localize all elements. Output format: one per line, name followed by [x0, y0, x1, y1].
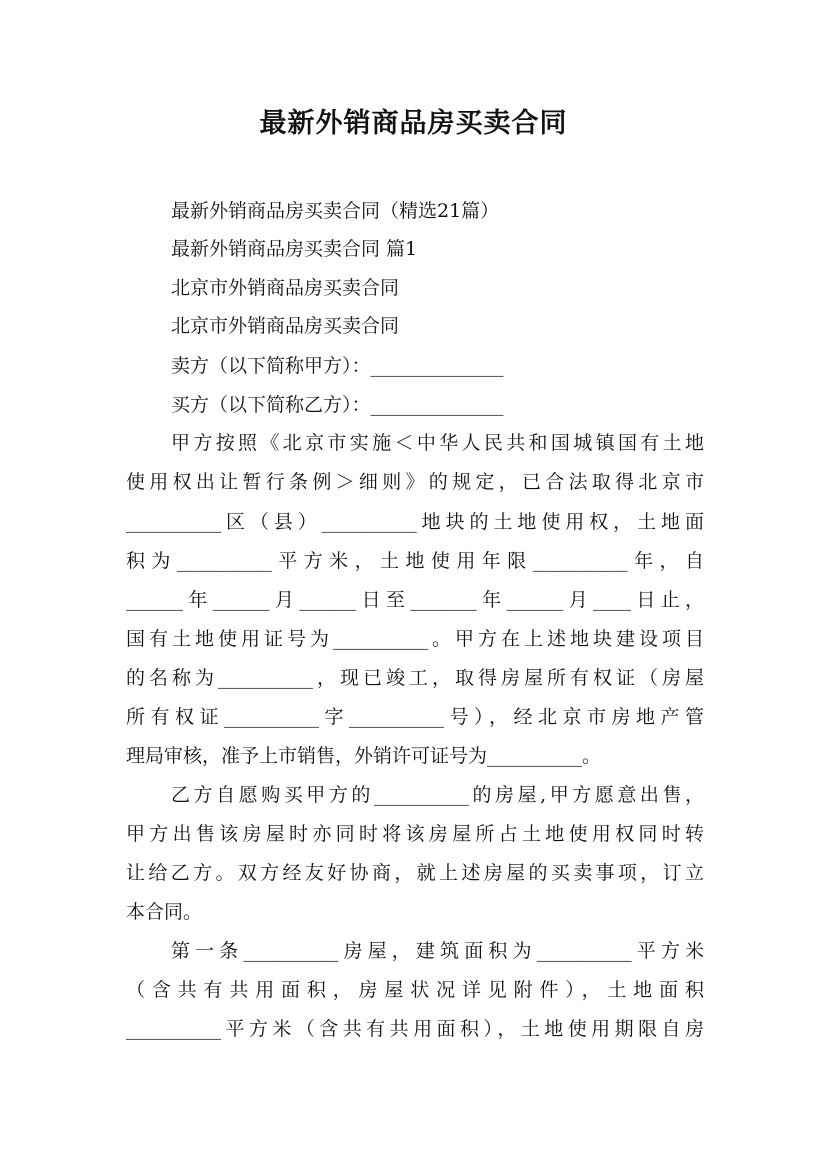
doc-paragraph-line: 让给乙方。双方经友好协商，就上述房屋的买卖事项，订立: [126, 862, 704, 884]
doc-paragraph-line: 乙方自愿购买甲方的__________的房屋,甲方愿意出售，: [171, 784, 704, 806]
doc-paragraph-line: 国有土地使用证号为__________。甲方在上述地块建设项目: [126, 628, 704, 650]
doc-paragraph-line: 所有权证__________字__________号），经北京市房地产管: [126, 706, 704, 728]
doc-paragraph-line: 的名称为__________，现已竣工，取得房屋所有权证（房屋: [126, 667, 704, 689]
doc-line-seller: 卖方（以下简称甲方）：______________: [171, 355, 504, 377]
doc-line-subtitle: 最新外销商品房买卖合同（精选21篇）: [171, 200, 500, 222]
doc-paragraph-line: 理局审核，准予上市销售，外销许可证号为__________。: [126, 745, 602, 767]
doc-paragraph-line: __________区（县）__________地块的土地使用权，土地面: [126, 511, 704, 533]
doc-paragraph-line: ______年______月______日至_______年______月____日止，: [126, 589, 704, 611]
doc-paragraph-line: 使用权出让暂行条例＞细则》的规定，已合法取得北京市: [126, 471, 704, 493]
doc-paragraph-line: 积为__________平方米，土地使用年限__________年，自: [126, 550, 704, 572]
doc-article-line: （含共有共用面积，房屋状况详见附件），土地面积: [126, 979, 704, 1001]
doc-line-section: 最新外销商品房买卖合同 篇1: [171, 238, 418, 260]
doc-line-contract-name: 北京市外销商品房买卖合同: [171, 315, 400, 337]
doc-line-buyer: 买方（以下简称乙方）：______________: [171, 394, 504, 416]
doc-paragraph-line: 甲方出售该房屋时亦同时将该房屋所占土地使用权同时转: [126, 823, 704, 845]
doc-paragraph-line: 甲方按照《北京市实施＜中华人民共和国城镇国有土地: [171, 432, 704, 454]
document-title: 最新外销商品房买卖合同: [259, 108, 568, 139]
doc-article-line: 第一条__________房屋，建筑面积为__________平方米: [171, 940, 704, 962]
doc-article-line: __________平方米（含共有共用面积），土地使用期限自房: [126, 1018, 704, 1040]
doc-paragraph-line: 本合同。: [126, 901, 203, 923]
doc-line-contract-name: 北京市外销商品房买卖合同: [171, 277, 400, 299]
